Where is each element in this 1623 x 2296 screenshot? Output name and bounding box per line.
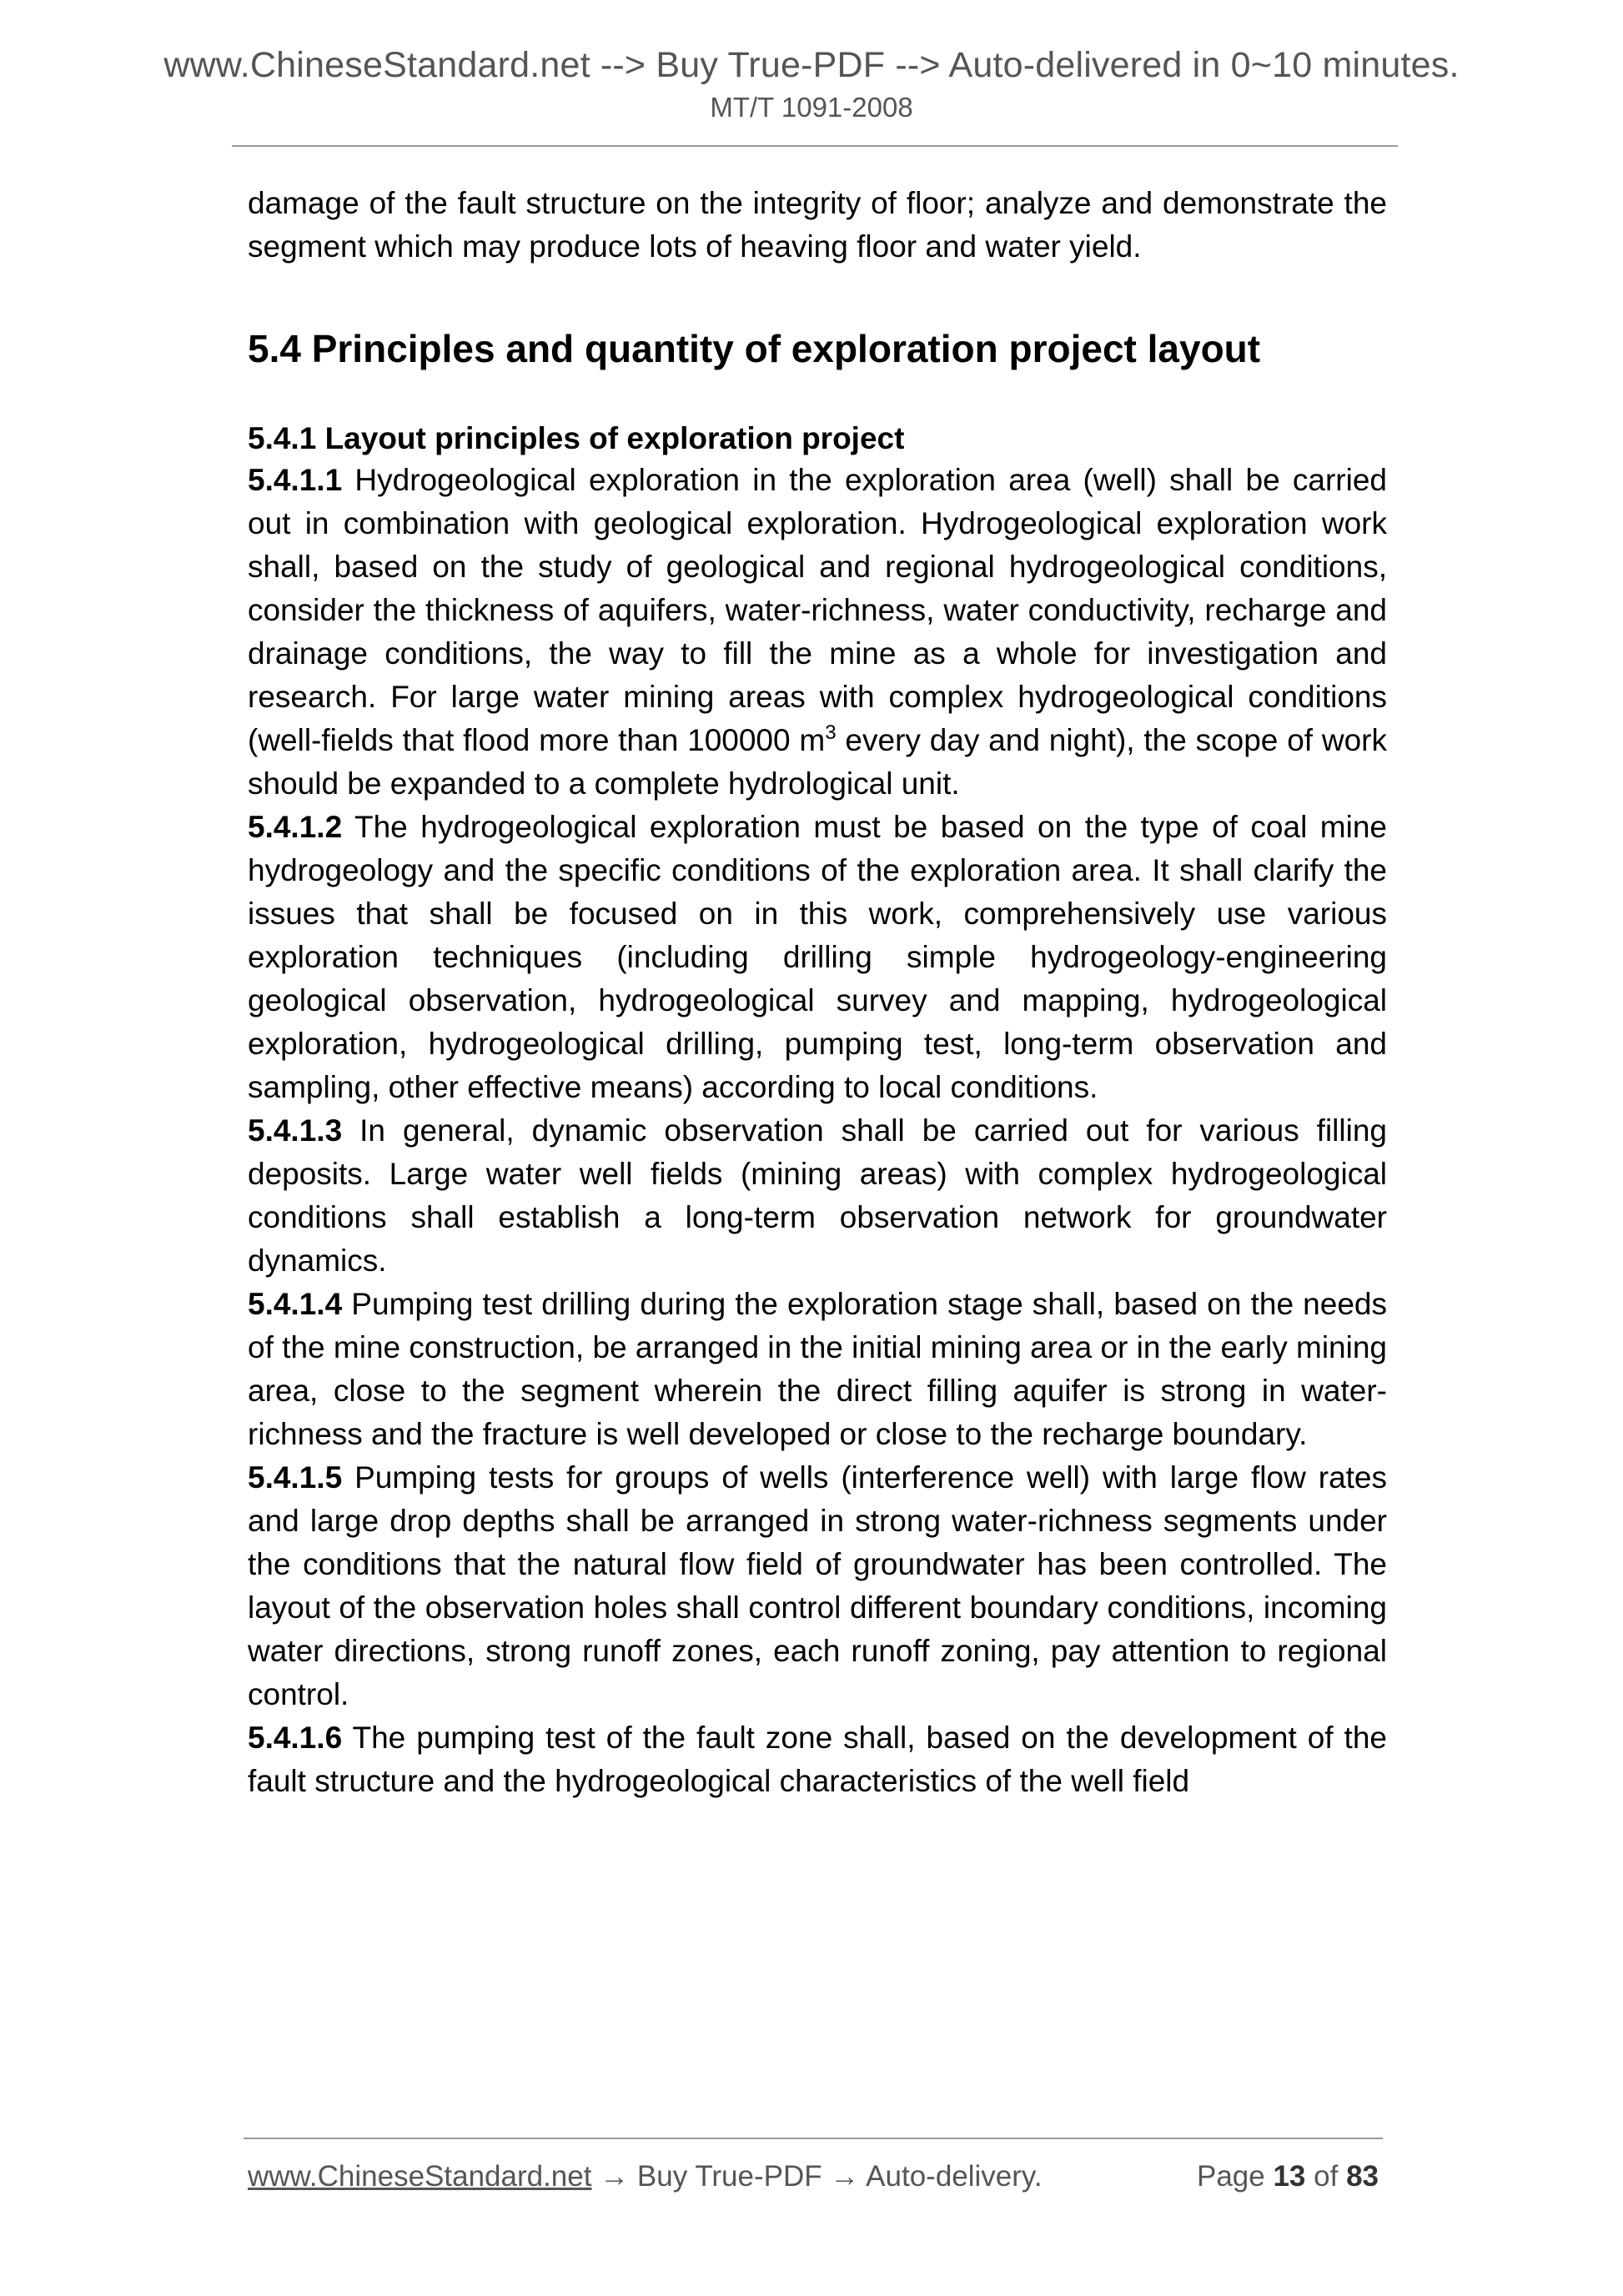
header-divider bbox=[232, 145, 1398, 147]
clause-5-4-1-5 bbox=[248, 1456, 1387, 1716]
page-indicator bbox=[1197, 2160, 1379, 2193]
clause-number: 5.4.1.6 bbox=[248, 1721, 343, 1755]
footer-left bbox=[248, 2160, 1043, 2193]
header-banner: www.ChineseStandard.net --> Buy True-PDF --> Auto-delivered in 0~10 minutes. bbox=[163, 45, 1460, 85]
clause-number: 5.4.1.1 bbox=[248, 463, 343, 497]
clause-text-continued: every day and night), the scope of work should be expanded to a complete hydrological unit. bbox=[248, 723, 1387, 801]
page-body bbox=[248, 182, 1387, 1803]
clause-number: 5.4.1.4 bbox=[248, 1287, 343, 1321]
superscript: 3 bbox=[825, 721, 837, 744]
clause-text: Pumping test drilling during the exploration stage shall, based on the needs of the mine construction, be arranged in the initial mining area or in the early mining area, close to the segment wherein the direct filling aquifer is strong in water-richness and the fracture is well developed or close to the recharge boundary. bbox=[248, 1287, 1387, 1451]
clause-5-4-1-2 bbox=[248, 806, 1387, 1109]
clause-text: The pumping test of the fault zone shall, based on the development of the fault structure and the hydrogeological characteristics of the well field bbox=[248, 1721, 1387, 1798]
website-link[interactable]: www.ChineseStandard.net bbox=[248, 2160, 592, 2193]
clause-number: 5.4.1.5 bbox=[248, 1460, 343, 1495]
clause-text: Hydrogeological exploration in the exploration area (well) shall be carried out in combination with geological exploration. Hydrogeological exploration work shall, based on the study of geological and regional hydrogeological conditions, consider the thickness of aquifers, water-richness, water conductivity, recharge and drainage conditions, the way to fill the mine as a whole for investigation and research. For large water mining areas with complex hydrogeological conditions (well-fields that flood more than 100000 m bbox=[248, 463, 1387, 757]
clause-number: 5.4.1.3 bbox=[248, 1113, 343, 1148]
subsection-heading: 5.4.1 Layout principles of exploration project bbox=[248, 421, 905, 455]
section-heading: 5.4 Principles and quantity of exploration project layout bbox=[248, 327, 1261, 370]
clause-text: The hydrogeological exploration must be based on the type of coal mine hydrogeology and the specific conditions of the exploration area. It shall clarify the issues that shall be focused on in this work, comprehensively use various exploration techniques (including drilling simple hydrogeology-engineering geological observation, hydrogeological survey and mapping, hydrogeological exploration, hydrogeological drilling, pumping test, long-term observation and sampling, other effective means) according to local conditions. bbox=[248, 810, 1387, 1104]
page-label: Page bbox=[1196, 2160, 1265, 2193]
standard-number: MT/T 1091-2008 bbox=[710, 92, 913, 123]
intro-paragraph: damage of the fault structure on the integrity of floor; analyze and demonstrate the segment which may produce lots of heaving floor and water yield. bbox=[248, 186, 1387, 264]
page-current: 13 bbox=[1273, 2160, 1306, 2193]
clause-5-4-1-6 bbox=[248, 1716, 1387, 1803]
clause-5-4-1-4 bbox=[248, 1283, 1387, 1456]
clause-number: 5.4.1.2 bbox=[248, 810, 343, 844]
clause-text: In general, dynamic observation shall be carried out for various filling deposits. Large water well fields (mining areas) with complex hydrogeological conditions shall establish a long-term observation network for groundwater dynamics. bbox=[248, 1113, 1387, 1278]
page-total: 83 bbox=[1346, 2160, 1379, 2193]
footer-nav-text: → Buy True-PDF → Auto-delivery. bbox=[591, 2160, 1043, 2193]
clause-5-4-1-3 bbox=[248, 1109, 1387, 1283]
footer-divider bbox=[244, 2138, 1383, 2139]
page-of-label: of bbox=[1314, 2160, 1339, 2193]
clause-text: Pumping tests for groups of wells (interference well) with large flow rates and large drop depths shall be arranged in strong water-richness segments under the conditions that the natural flow field of groundwater has been controlled. The layout of the observation holes shall control different boundary conditions, incoming water directions, strong runoff zones, each runoff zoning, pay attention to regional control. bbox=[248, 1460, 1387, 1711]
clause-5-4-1-1 bbox=[248, 459, 1387, 806]
